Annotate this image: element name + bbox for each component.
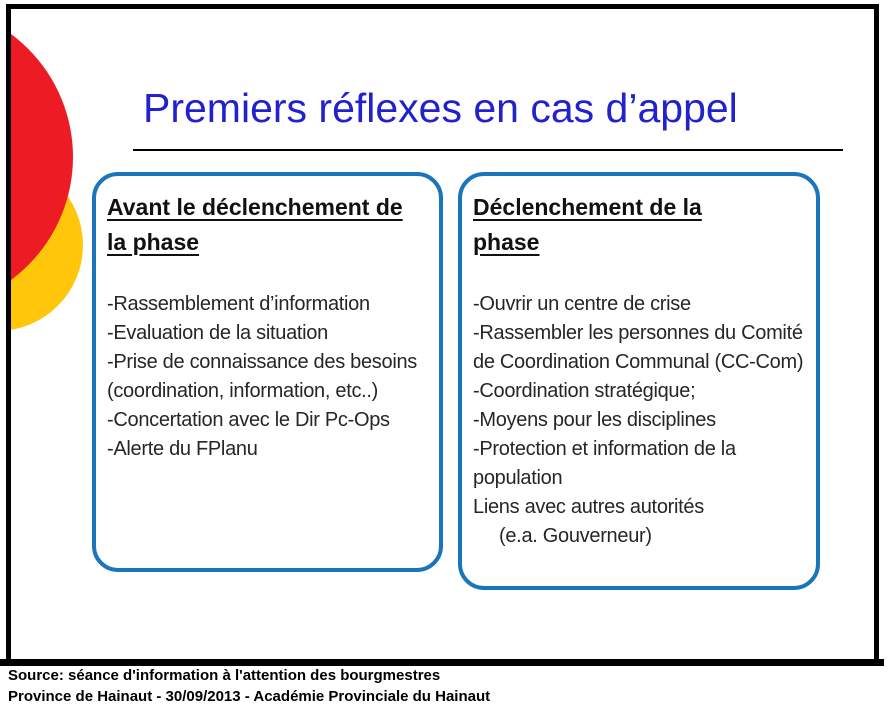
box-phase-triggered-heading: Déclenchement de la phase [473,194,702,255]
box-before-phase-body [107,290,431,464]
box-before-phase-heading: Avant le déclenchement de la phase [107,194,403,255]
box-item: Liens avec autres autorités [473,496,704,518]
box-item: -Alerte du FPlanu [107,438,258,460]
box-item: -Rassemblement d’information [107,293,370,315]
box-item: -Coordination stratégique; [473,380,696,402]
box-item: -Evaluation de la situation [107,322,328,344]
source-footer [8,665,490,707]
box-item: -Ouvrir un centre de crise [473,293,691,315]
slide-title: Premiers réflexes en cas d’appel [143,85,738,131]
box-item: (e.a. Gouverneur) [499,525,652,547]
box-phase-triggered [458,172,820,590]
box-before-phase [92,172,443,572]
footer-source-line: Source: séance d'information à l'attention des bourgmestres [8,667,441,684]
footer-attribution-line: Province de Hainaut - 30/09/2013 - Académie Provinciale du Hainaut [8,688,491,705]
box-phase-triggered-body [473,290,808,551]
box-item: -Protection et information de la population [473,438,736,489]
box-item: -Concertation avec le Dir Pc-Ops [107,409,390,431]
box-item: -Prise de connaissance des besoins (coordination, information, etc..) [107,351,417,402]
box-item: -Moyens pour les disciplines [473,409,716,431]
box-item: -Rassembler les personnes du Comité de Coordination Communal (CC-Com) [473,322,804,373]
title-underline-rule [133,149,843,151]
